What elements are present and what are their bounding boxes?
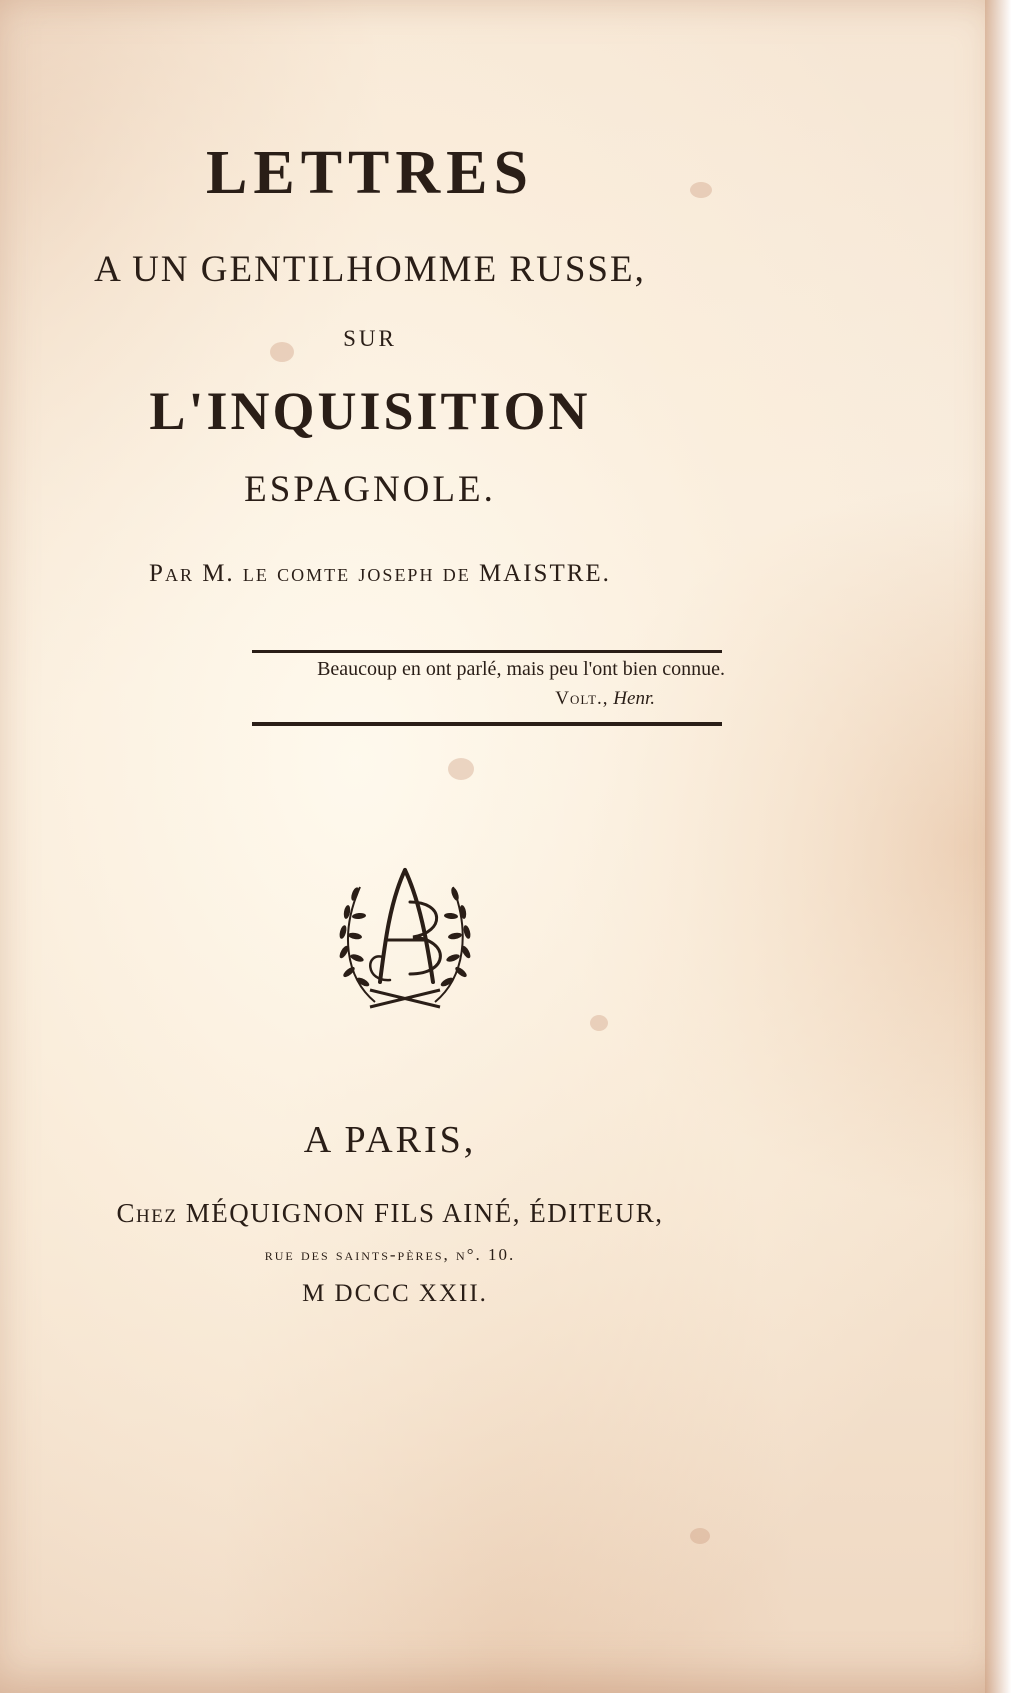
publisher-name: MÉQUIGNON FILS AINÉ, ÉDITEUR, bbox=[185, 1198, 664, 1228]
author-line bbox=[0, 560, 760, 588]
subtitle-line-2: SUR bbox=[343, 326, 397, 351]
epigraph-source bbox=[260, 688, 655, 710]
monogram-wreath-icon bbox=[335, 862, 475, 1012]
book-title: LETTRES bbox=[205, 139, 535, 207]
imprint-place: A PARIS, bbox=[303, 1119, 477, 1161]
publisher-prefix: Chez bbox=[116, 1198, 178, 1228]
epigraph-author: Volt., bbox=[555, 688, 609, 709]
foxing-spot bbox=[448, 758, 474, 780]
author-name: MAISTRE. bbox=[478, 560, 611, 587]
subtitle-line-1: A UN GENTILHOMME RUSSE, bbox=[94, 249, 646, 290]
author-prefix: Par M. le comte joseph de bbox=[149, 560, 471, 587]
subtitle-line-3: L'INQUISITION bbox=[149, 381, 591, 441]
subtitle-line-4: ESPAGNOLE. bbox=[244, 469, 496, 510]
imprint-publisher bbox=[0, 1198, 780, 1229]
imprint-address: rue des saints-pères, n°. 10. bbox=[264, 1245, 516, 1264]
page-edge bbox=[985, 0, 1016, 1693]
foxing-spot bbox=[590, 1015, 608, 1031]
epigraph-rule-top bbox=[252, 650, 722, 653]
epigraph-quote: Beaucoup en ont parlé, mais peu l'ont bien connue. bbox=[317, 658, 725, 680]
epigraph-rule-bottom bbox=[252, 722, 722, 726]
epigraph-work: Henr. bbox=[613, 688, 655, 709]
imprint-date: M DCCC XXII. bbox=[302, 1280, 488, 1307]
foxing-spot bbox=[690, 1528, 710, 1544]
